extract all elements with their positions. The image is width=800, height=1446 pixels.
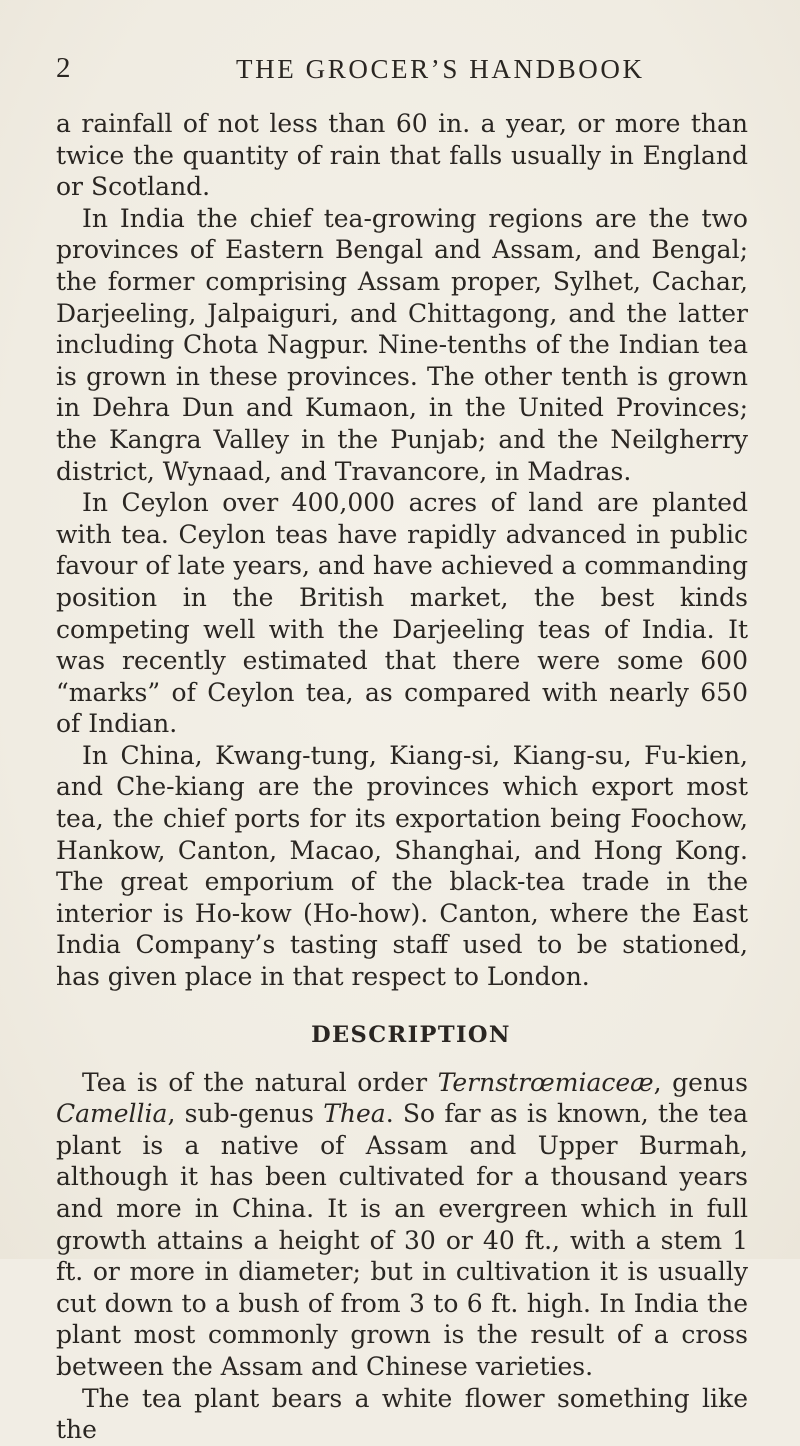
description-text: , sub-genus: [167, 1099, 324, 1129]
subgenus-name: Thea: [323, 1099, 386, 1129]
paragraph-china: In China, Kwang-tung, Kiang-si, Kiang-su, Fu-kien, and Che-kiang are the provinces which export most tea, the chief ports for its exportation being Foochow, Hankow, Canton, Macao, Shanghai, and Hong Kong. The great emporium of the black-tea trade in the interior is Ho-kow (Ho-how). Canton, where the East India Company’s tasting staff used to be stationed, has given place in that respect to London.: [56, 740, 748, 992]
running-title: THE GROCER’S HANDBOOK: [236, 54, 645, 84]
body-text: [56, 108, 748, 1446]
paragraph-ceylon: In Ceylon over 400,000 acres of land are planted with tea. Ceylon teas have rapidly advanced in public favour of late years, and have achieved a commanding position in the British market, the best kinds competing well with the Darjeeling teas of India. It was recently estimated that there were some 600 “marks” of Ceylon tea, as compared with nearly 650 of Indian.: [56, 488, 748, 739]
paragraph-flower: The tea plant bears a white flower something like the: [56, 1383, 748, 1445]
running-head: [56, 52, 748, 92]
paragraph-description: [56, 1067, 748, 1383]
section-heading: DESCRIPTION: [311, 1021, 511, 1048]
page-number: 2: [56, 52, 71, 84]
description-text: , genus: [653, 1067, 748, 1097]
genus-name: Camellia: [56, 1099, 168, 1129]
description-text: Tea is of the natural order: [82, 1067, 438, 1097]
description-text: . So far as is known, the tea plant is a native of Assam and Upper Burmah, although it has been cultivated for a thousand years and more in China. It is an evergreen which in full growth attains a height of 30 or 40 ft., with a stem 1 ft. or more in diameter; but in cultivation it is usually cut down to a bush of from 3 to 6 ft. high. In India the plant most commonly grown is the result of a cross between the Assam and Chinese varieties.: [56, 1099, 748, 1381]
paragraph-india: In India the chief tea-growing regions are the two provinces of Eastern Bengal and Assam, and Bengal; the former comprising Assam proper, Sylhet, Cachar, Darjeeling, Jalpaiguri, and Chittagong, and the latter including Chota Nagpur. Nine-tenths of the Indian tea is grown in these provinces. The other tenth is grown in Dehra Dun and Kumaon, in the United Provinces; the Kangra Valley in the Punjab; and the Neilgherry district, Wynaad, and Travancore, in Madras.: [56, 203, 748, 486]
natural-order-name: Ternstrœmiaceæ: [437, 1067, 654, 1097]
paragraph-rainfall: a rainfall of not less than 60 in. a year, or more than twice the quantity of rain that falls usually in England or Scotland.: [56, 109, 748, 202]
